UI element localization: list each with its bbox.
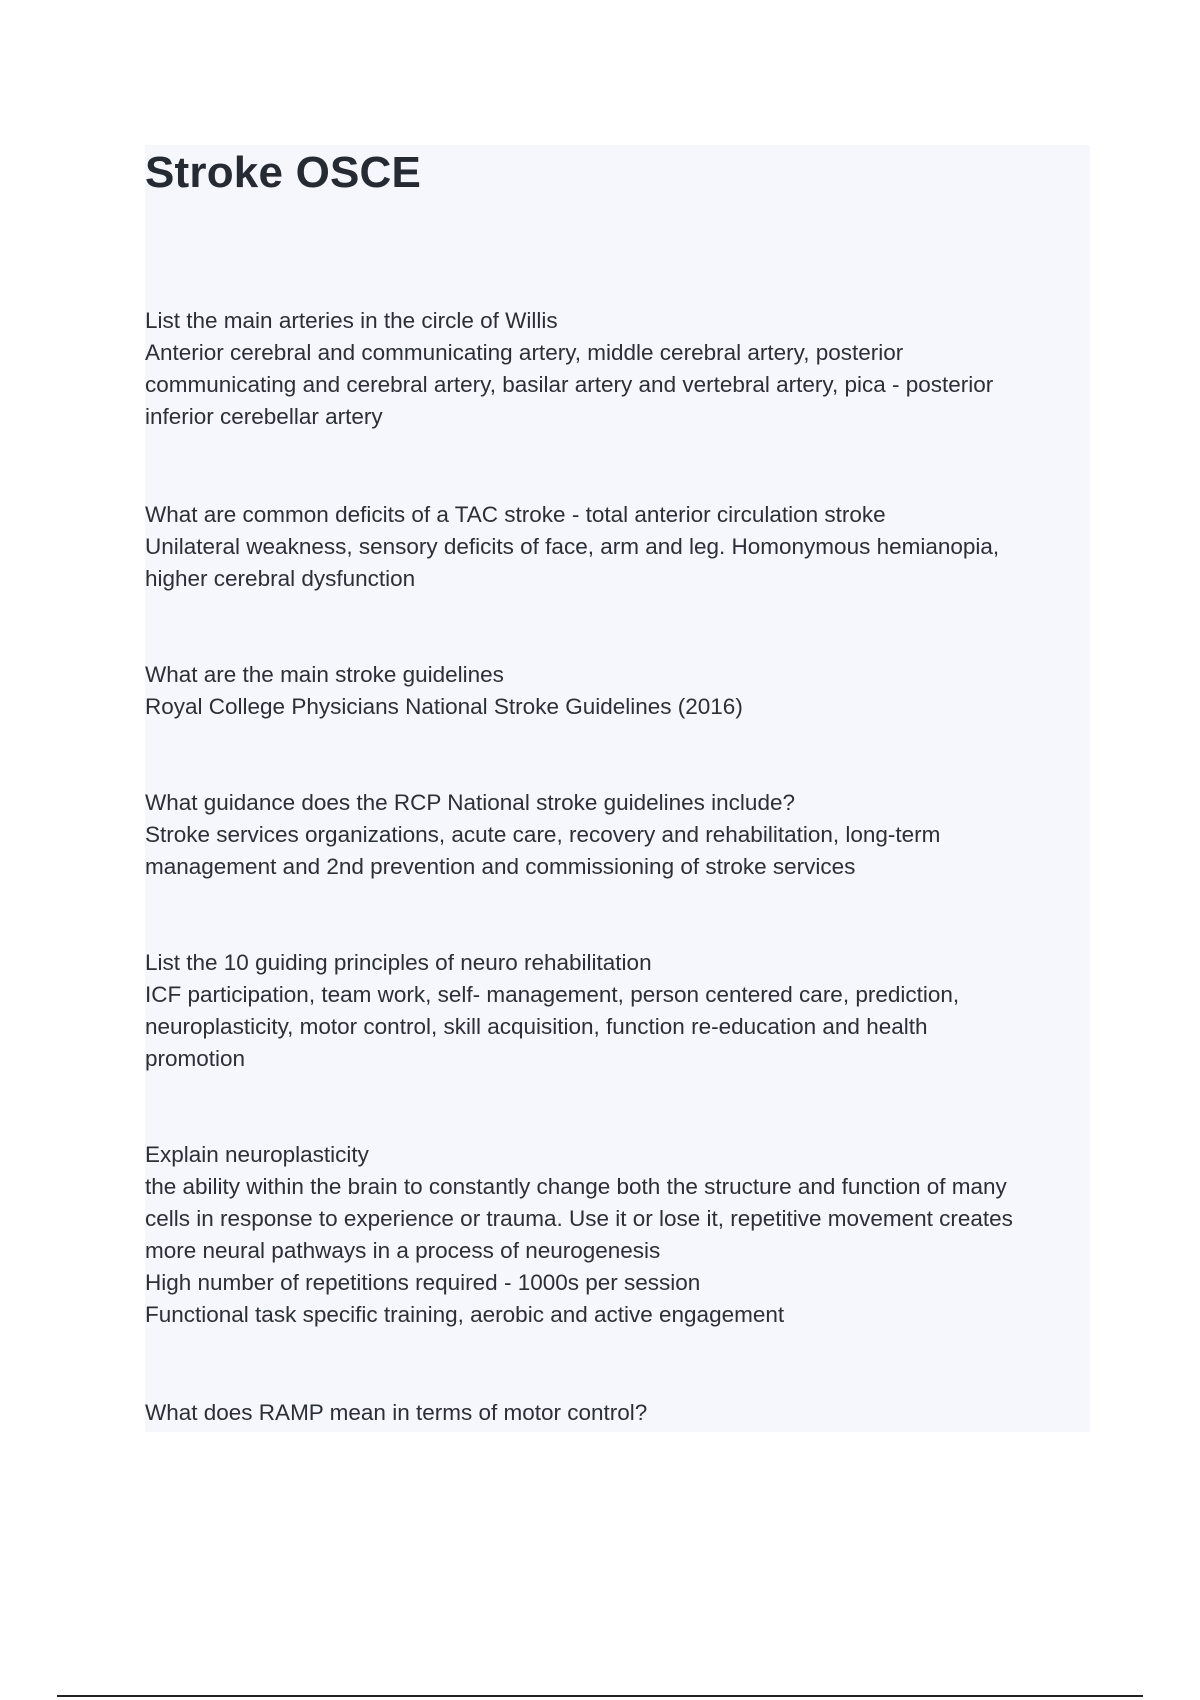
answer-line: cells in response to experience or trauma. Use it or lose it, repetitive movement creates xyxy=(145,1206,1013,1231)
answer-line: ICF participation, team work, self- management, person centered care, prediction, xyxy=(145,982,960,1007)
qa-block-tac-stroke xyxy=(145,499,1090,595)
qa-block-neuro-rehab-principles xyxy=(145,947,1090,1075)
answer-line: Anterior cerebral and communicating artery, middle cerebral artery, posterior xyxy=(145,340,904,365)
footer-divider xyxy=(57,1695,1143,1697)
question-text: List the main arteries in the circle of Willis xyxy=(145,308,558,333)
page-title: Stroke OSCE xyxy=(145,148,422,197)
answer-line: more neural pathways in a process of neurogenesis xyxy=(145,1238,661,1263)
qa-block-rcp-guidance xyxy=(145,787,1090,883)
answer-line: Stroke services organizations, acute care, recovery and rehabilitation, long-term xyxy=(145,822,941,847)
question-text: Explain neuroplasticity xyxy=(145,1142,369,1167)
qa-block-ramp xyxy=(145,1397,1090,1429)
qa-block-neuroplasticity xyxy=(145,1139,1090,1331)
answer-line: High number of repetitions required - 1000s per session xyxy=(145,1270,701,1295)
qa-block-circle-of-willis xyxy=(145,305,1090,433)
answer-line: Unilateral weakness, sensory deficits of face, arm and leg. Homonymous hemianopia, xyxy=(145,534,1000,559)
answer-line: promotion xyxy=(145,1046,246,1071)
answer-line: higher cerebral dysfunction xyxy=(145,566,416,591)
question-text: What does RAMP mean in terms of motor control? xyxy=(145,1400,648,1425)
answer-line: management and 2nd prevention and commissioning of stroke services xyxy=(145,854,856,879)
question-text: List the 10 guiding principles of neuro rehabilitation xyxy=(145,950,652,975)
question-text: What guidance does the RCP National stroke guidelines include? xyxy=(145,790,795,815)
answer-line: Functional task specific training, aerobic and active engagement xyxy=(145,1302,785,1327)
answer-line: inferior cerebellar artery xyxy=(145,404,383,429)
qa-block-stroke-guidelines xyxy=(145,659,1090,723)
answer-line: neuroplasticity, motor control, skill acquisition, function re-education and health xyxy=(145,1014,928,1039)
answer-line: Royal College Physicians National Stroke Guidelines (2016) xyxy=(145,694,743,719)
answer-line: communicating and cerebral artery, basilar artery and vertebral artery, pica - posterior xyxy=(145,372,994,397)
answer-line: the ability within the brain to constantly change both the structure and function of many xyxy=(145,1174,1007,1199)
question-text: What are the main stroke guidelines xyxy=(145,662,504,687)
question-text: What are common deficits of a TAC stroke - total anterior circulation stroke xyxy=(145,502,886,527)
